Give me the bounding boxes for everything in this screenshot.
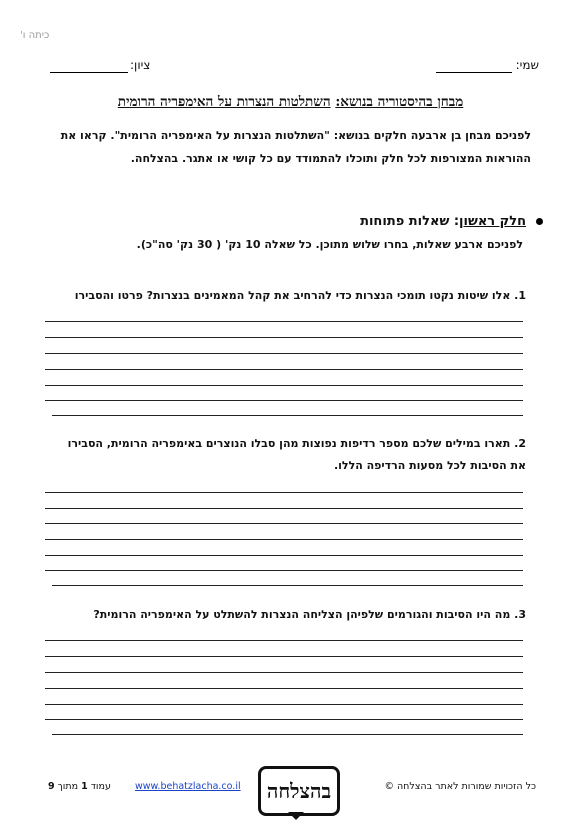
- section-1-heading-rest: : שאלות פתוחות: [360, 214, 460, 229]
- question-2: [46, 433, 526, 477]
- grade-field[interactable]: [50, 72, 128, 73]
- answer-line[interactable]: [45, 640, 523, 641]
- grade-level-label: כיתה ו': [20, 30, 50, 41]
- behatzlacha-logo: [258, 766, 340, 816]
- section-1-heading: [360, 214, 543, 229]
- answer-line[interactable]: [45, 539, 523, 540]
- bullet-icon: [536, 218, 543, 225]
- page-title: [0, 94, 581, 110]
- answer-line[interactable]: [45, 688, 523, 689]
- answer-line[interactable]: [45, 492, 523, 493]
- answer-line[interactable]: [45, 672, 523, 673]
- website-link-text[interactable]: www.behatzlacha.co.il: [135, 781, 241, 792]
- answer-line[interactable]: [45, 719, 523, 720]
- answer-line[interactable]: [52, 415, 523, 416]
- answer-line[interactable]: [45, 400, 523, 401]
- page-indicator: [48, 781, 111, 792]
- logo-speech-tail-icon: [288, 812, 304, 820]
- website-link[interactable]: [135, 781, 241, 792]
- page-label-pre: עמוד: [90, 781, 111, 792]
- page-current: 1: [81, 781, 88, 792]
- copyright-notice: כל הזכויות שמורות לאתר בהצלחה ©: [384, 781, 536, 792]
- title-topic: השתלטות הנצרות על האימפריה הרומית: [117, 94, 331, 110]
- intro-paragraph: [51, 124, 531, 170]
- answer-line[interactable]: [45, 321, 523, 322]
- intro-line-2: ההוראות המצורפות לכל חלק ותוכלו להתמודד עם כל קושי או אתגר. בהצלחה.: [130, 152, 531, 165]
- question-2-line-1: 2. תארו במילים שלכם מספר רדיפות נפוצות מהן סבלו הנוצרים באימפריה הרומית, הסבירו: [67, 437, 526, 450]
- answer-line[interactable]: [45, 337, 523, 338]
- intro-line-1: לפניכם מבחן בן ארבעה חלקים בנושא: "השתלטות הנצרות על האימפריה הרומית". קראו את: [60, 129, 531, 142]
- name-field[interactable]: [436, 72, 512, 73]
- section-1-instructions: לפניכם ארבע שאלות, בחרו שלוש מתוכן. כל שאלה 10 נק' ( 30 נק' סה"כ).: [136, 238, 523, 251]
- page-label-mid: מתוך: [57, 781, 79, 792]
- question-3: 3. מה היו הסיבות והגורמים שלפיהן הצליחה הנצרות להשתלט על האימפריה הרומית?: [93, 608, 526, 621]
- question-1: 1. אלו שיטות נקטו תומכי הנצרות כדי להרחיב את קהל המאמינים בנצרות? פרטו והסבירו: [74, 289, 526, 302]
- question-2-line-2: את הסיבות לכל מסעות הרדיפה הללו.: [333, 459, 526, 472]
- answer-line[interactable]: [45, 704, 523, 705]
- answer-line[interactable]: [45, 353, 523, 354]
- page-total: 9: [48, 781, 55, 792]
- answer-line[interactable]: [52, 734, 523, 735]
- answer-line[interactable]: [52, 585, 523, 586]
- section-1-heading-underlined: חלק ראשון: [459, 214, 526, 229]
- logo-text: בהצלחה: [266, 778, 332, 803]
- answer-line[interactable]: [45, 570, 523, 571]
- grade-field-label: ציון:: [130, 58, 151, 72]
- answer-line[interactable]: [45, 369, 523, 370]
- answer-line[interactable]: [45, 555, 523, 556]
- answer-line[interactable]: [45, 656, 523, 657]
- answer-line[interactable]: [45, 385, 523, 386]
- name-label: שמי:: [515, 58, 539, 72]
- title-prefix: מבחן בהיסטוריה בנושא:: [335, 94, 464, 110]
- answer-line[interactable]: [45, 508, 523, 509]
- answer-line[interactable]: [45, 523, 523, 524]
